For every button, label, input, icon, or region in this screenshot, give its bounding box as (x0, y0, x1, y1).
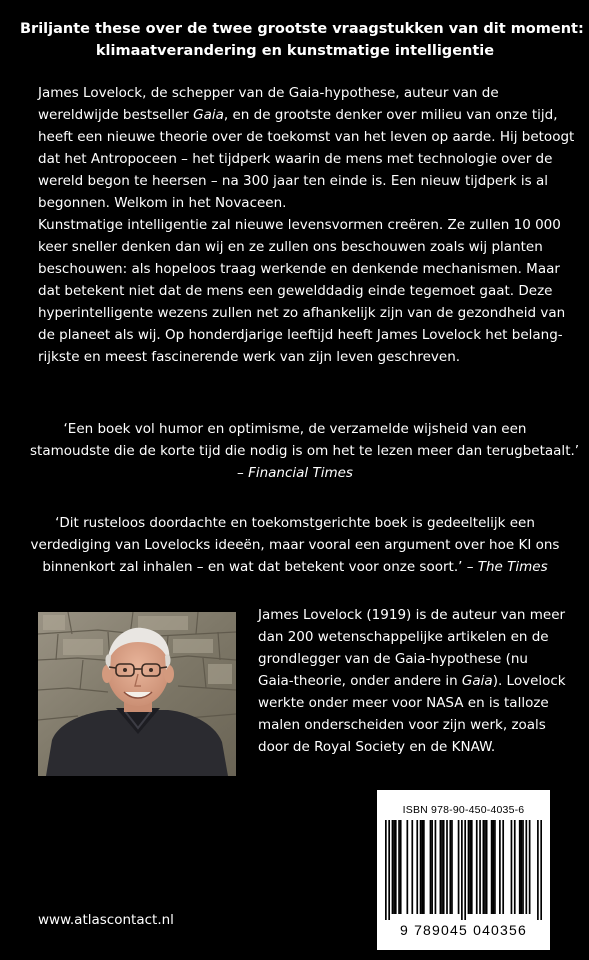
blurb-line: beschouwen: als hopeloos traag werkende en denkende mechanismen. Maar (38, 261, 560, 277)
barcode-bar (537, 820, 539, 920)
barcode-bar (435, 820, 437, 914)
bio-text-span: Gaia-theorie, onder andere in (258, 673, 462, 689)
quote-line: verdediging van Lovelocks ideeën, maar vooral een argument over hoe KI ons (30, 537, 560, 553)
blurb-line: rijkste en meest fascinerende werk van zijn leven geschreven. (38, 349, 461, 365)
barcode-bar (492, 820, 494, 914)
barcode-bar (406, 820, 408, 914)
blurb-line (38, 104, 558, 126)
blurb-line: Kunstmatige intelligentie zal nieuwe levensvormen creëren. Ze zullen 10 000 (38, 217, 561, 233)
headline-line-2: klimaatverandering en kunstmatige intelligentie (95, 43, 495, 59)
headline-line-1: Briljante these over de twee grootste vraagstukken van dit moment: (20, 21, 584, 37)
review-quote-the-times (30, 512, 560, 578)
barcode-bar (400, 820, 402, 914)
quote-source-name: Financial Times (248, 465, 353, 481)
barcode-bar (468, 820, 470, 914)
barcode-bar (458, 820, 460, 914)
barcode-bar (420, 820, 422, 914)
author-bio (258, 604, 566, 758)
barcode-bar (540, 820, 542, 920)
barcode-bar (494, 820, 496, 914)
barcode-bar (486, 820, 488, 914)
barcode-bar (469, 820, 471, 914)
quote-dash: – (237, 465, 249, 481)
author-photo-illustration (38, 612, 236, 776)
blurb-line: wereld begon te heersen – na 300 jaar ten einde is. Een nieuw tijdperk is al (38, 173, 548, 189)
quote-text-span: binnenkort zal inhalen – en wat dat betekent voor onze soort.’ – (42, 559, 478, 575)
barcode-bar (514, 820, 516, 914)
blurb-text-span: wereldwijde bestseller (38, 107, 194, 123)
blurb-line: hyperintelligente wezens zullen net zo afhankelijk zijn van de gezondheid van (38, 305, 566, 321)
barcode-bar (525, 820, 527, 914)
barcode-bar (502, 820, 504, 914)
barcode-bar (430, 820, 432, 914)
bio-line: door de Royal Society en de KNAW. (258, 739, 496, 755)
barcode-bar (398, 820, 400, 914)
barcode-bar (449, 820, 451, 914)
author-photo (38, 612, 236, 776)
isbn-label: ISBN 978-90-450-4035-6 (402, 804, 525, 816)
barcode-bar (483, 820, 485, 914)
bio-line: James Lovelock (1919) is de auteur van meer (258, 607, 566, 623)
bio-line: grondlegger van de Gaia-hypothese (nu (258, 651, 528, 667)
barcode-bar (395, 820, 397, 914)
barcode-bars (385, 820, 542, 920)
quote-source-name: The Times (477, 559, 548, 575)
bio-line: malen onderscheiden voor zijn werk, zoals (258, 717, 546, 733)
barcode-bar (443, 820, 445, 914)
barcode-bar (471, 820, 473, 914)
barcode-bar (441, 820, 443, 914)
barcode-bar (464, 820, 466, 920)
blurb-line: dat het Antropoceen – het tijdperk waarin de mens met technologie over de (38, 151, 553, 167)
blurb-line: James Lovelock, de schepper van de Gaia-hypothese, auteur van de (38, 85, 499, 101)
blurb-text-span: , en de grootste denker over milieu van onze tijd, (223, 107, 558, 123)
barcode-bar (421, 820, 423, 914)
barcode-bar (392, 820, 394, 914)
back-cover-headline (20, 18, 584, 62)
barcode-bar (431, 820, 433, 914)
ean-digits: 9 789045 040356 (400, 922, 527, 938)
book-title-gaia: Gaia (461, 673, 493, 689)
bio-line (258, 670, 566, 692)
quote-line: ‘Dit rusteloos doordachte en toekomstgerichte boek is gedeeltelijk een (55, 515, 535, 531)
barcode-bar (451, 820, 453, 914)
barcode-bar (416, 820, 418, 914)
barcode-bar (411, 820, 413, 914)
barcode-bar (393, 820, 395, 914)
barcode-bar (522, 820, 524, 914)
barcode-bar (521, 820, 523, 914)
bio-line: dan 200 wetenschappelijke artikelen en de (258, 629, 549, 645)
barcode-bar (511, 820, 513, 914)
quote-source (30, 462, 560, 484)
barcode-bar (499, 820, 501, 914)
blurb-line: heeft een nieuwe theorie over de toekomst van het leven op aarde. Hij betoogt (38, 129, 575, 145)
barcode-bar (491, 820, 493, 914)
bio-line: werkte onder meer voor NASA en is talloze (258, 695, 549, 711)
quote-line: stamoudste die de korte tijd die nodig is om het te lezen meer dan terugbetaalt.’ (30, 443, 580, 459)
blurb-line: keer sneller denken dan wij en ze zullen ons beschouwen zoals wij planten (38, 239, 543, 255)
blurb-line: de planeet als wij. Op honderdjarige leeftijd heeft James Lovelock het belang- (38, 327, 563, 343)
quote-line (30, 556, 560, 578)
barcode-bar (479, 820, 481, 914)
book-title-gaia: Gaia (193, 107, 224, 123)
blurb-line: begonnen. Welkom in het Novaceen. (38, 195, 287, 211)
barcode-bar (529, 820, 531, 914)
barcode-bar (385, 820, 387, 920)
barcode-bar (423, 820, 425, 914)
barcode-bar (519, 820, 521, 914)
blurb-text (38, 82, 575, 368)
publisher-website: www.atlascontact.nl (38, 912, 174, 928)
barcode-bar (476, 820, 478, 914)
barcode-bar (484, 820, 486, 914)
barcode-bar (388, 820, 390, 920)
barcode-bar (440, 820, 442, 914)
blurb-line: dat betekent niet dat de mens een gewelddadig einde tegemoet gaat. Deze (38, 283, 553, 299)
review-quote-financial-times (30, 418, 580, 484)
quote-line: ‘Een boek vol humor en optimisme, de verzamelde wijsheid van een (63, 421, 527, 437)
barcode-bar (446, 820, 448, 914)
bio-text-span: ). Lovelock (492, 673, 566, 689)
isbn-barcode-box (377, 790, 550, 950)
barcode-bar (461, 820, 463, 920)
